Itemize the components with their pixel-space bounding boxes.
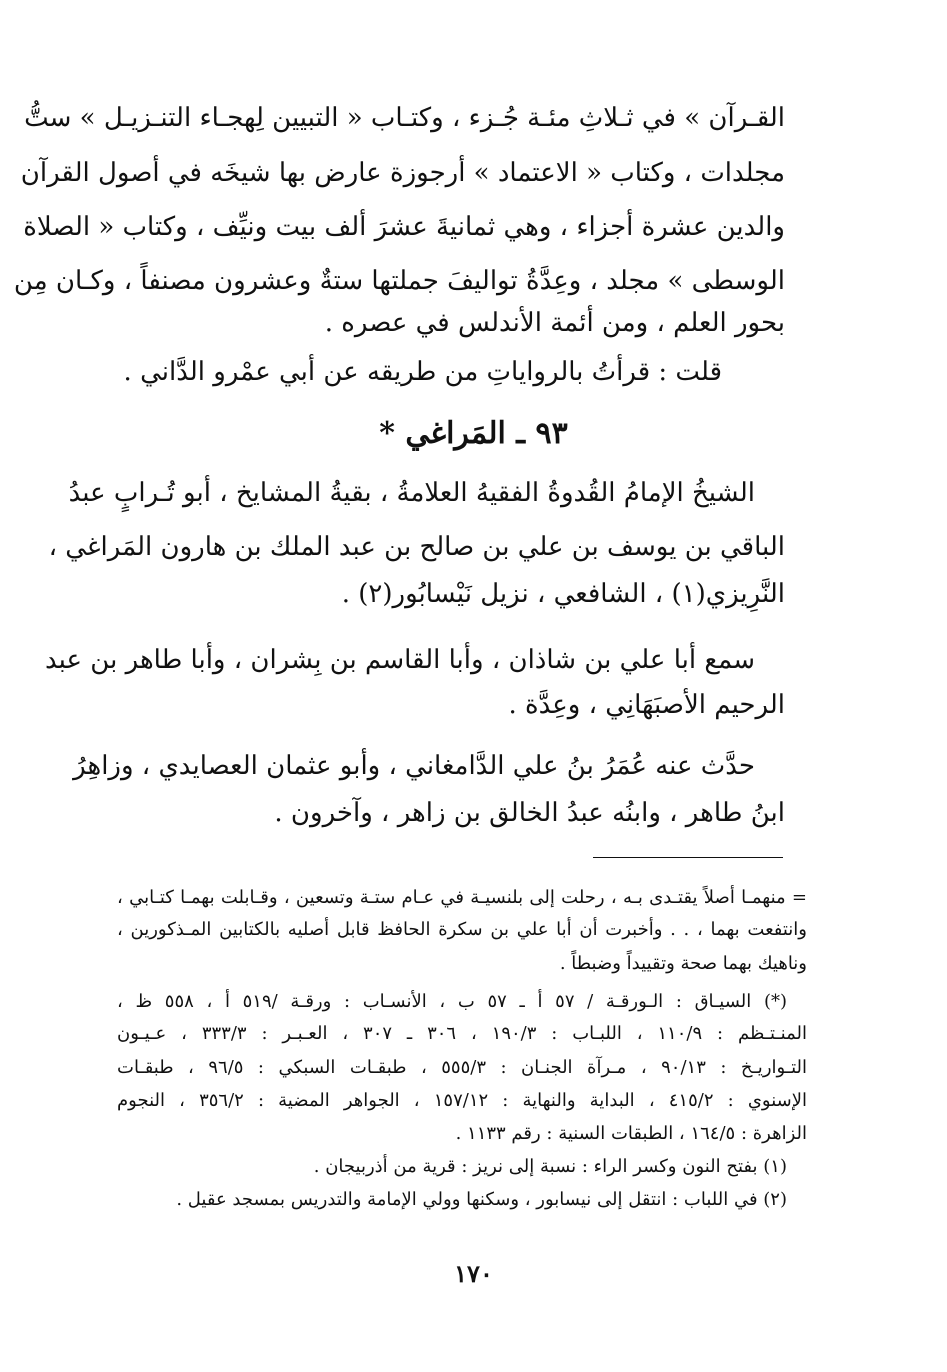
footnote-line: (*) السيـاق : الـورقـة / ٥٧ أ ـ ٥٧ ب ، الأنسـاب : ورقـة /٥١٩ أ ، ٥٥٨ ظ ،: [117, 991, 787, 1012]
footnote-line: وانتفعت بهما ، . . وأخبرت أن أبا علي بن سكرة الحافظ قابل أصليه بالكتابين المـذكورين ،: [117, 919, 807, 940]
body-line: الباقي بن يوسف بن علي بن صالح بن عبد الملك بن هارون المَراغي ،: [48, 532, 785, 562]
footnote-line: وناهيك بهما صحة وتقييداً وضبطاً .: [559, 953, 807, 974]
body-line: مجلدات ، وكتاب « الاعتماد » أرجوزة عارض بها شيخَه في أصول القرآن: [20, 158, 785, 188]
body-line: قلت : قرأتُ بالرواياتِ من طريقه عن أبي عمْرو الدَّاني .: [123, 357, 722, 387]
footnote-2: (٢) في اللباب : انتقل إلى نيسابور ، وسكنها وولي الإمامة والتدريس بمسجد عقيل .: [176, 1189, 787, 1210]
footnote-line: التـواريـخ : ٩٠/١٣ ، مـرآة الجنـان : ٥٥٥/٣ ، طبقـات السبكي : ٩٦/٥ ، طبقـات: [117, 1057, 808, 1078]
page-number: ١٧٠: [454, 1259, 493, 1288]
body-line: بحور العلم ، ومن أئمة الأندلس في عصره .: [324, 308, 785, 338]
body-line: الرحيم الأصبَهَانِي ، وعِدَّة .: [508, 690, 785, 720]
body-line: حدَّث عنه عُمَرُ بنُ علي الدَّامغاني ، وأبو عثمان العصايدي ، وزاهِرُ: [73, 751, 755, 781]
body-line: الشيخُ الإمامُ القُدوةُ الفقيهُ العلامةُ ، بقيةُ المشايخ ، أبو تُـرابٍ عبدُ: [68, 478, 755, 508]
body-line: والدين عشرة أجزاء ، وهي ثمانيةَ عشرَ ألف بيت ونيِّف ، وكتاب « الصلاة: [23, 212, 785, 242]
footnote-1: (١) بفتح النون وكسر الراء : نسبة إلى نريز : قرية من أذربيجان .: [313, 1156, 787, 1177]
footnote-line: الإسنوي : ٤١٥/٢ ، البداية والنهاية : ١٥٧/١٢ ، الجواهر المضية : ٣٥٦/٢ ، النجوم: [117, 1090, 808, 1111]
body-line: الوسطى » مجلد ، وعِدَّةُ تواليفَ جملتها ستةٌ وعشرون مصنفاً ، وكـان مِن: [13, 266, 785, 296]
footnote-line: الزاهرة : ١٦٤/٥ ، الطبقات السنية : رقم ١١٣٣ .: [455, 1123, 807, 1144]
entry-heading: ٩٣ ـ المَراغي *: [379, 416, 568, 451]
body-line: ابنُ طاهر ، وابنُه عبدُ الخالق بن زاهر ، وآخرون .: [274, 798, 785, 828]
body-line: القـرآن » في ثـلاثِ مئـة جُـزء ، وكتـاب « التبيين لِهجـاء التنـزيـل » ستُّ: [24, 103, 785, 133]
body-line: النَّرِيزي(١) ، الشافعي ، نزيل نَيْسابُور(٢) .: [341, 579, 785, 609]
footnote-line: = منهمـا أصلاً يقتـدى بـه ، رحلت إلى بلنسيـة في عـام ستـة وتسعين ، وقـابلت بهمـا كتـابي ،: [117, 887, 807, 908]
footnote-line: المنـتـظم : ١١٠/٩ ، اللبـاب : ١٩٠/٣ ، ٣٠٦ ـ ٣٠٧ ، العـبـر : ٣٣٣/٣ ، عـيـون: [117, 1023, 808, 1044]
body-line: سمع أبا علي بن شاذان ، وأبا القاسم بن بِشران ، وأبا طاهر بن عبد: [45, 645, 755, 675]
footnote-separator: [593, 857, 783, 858]
